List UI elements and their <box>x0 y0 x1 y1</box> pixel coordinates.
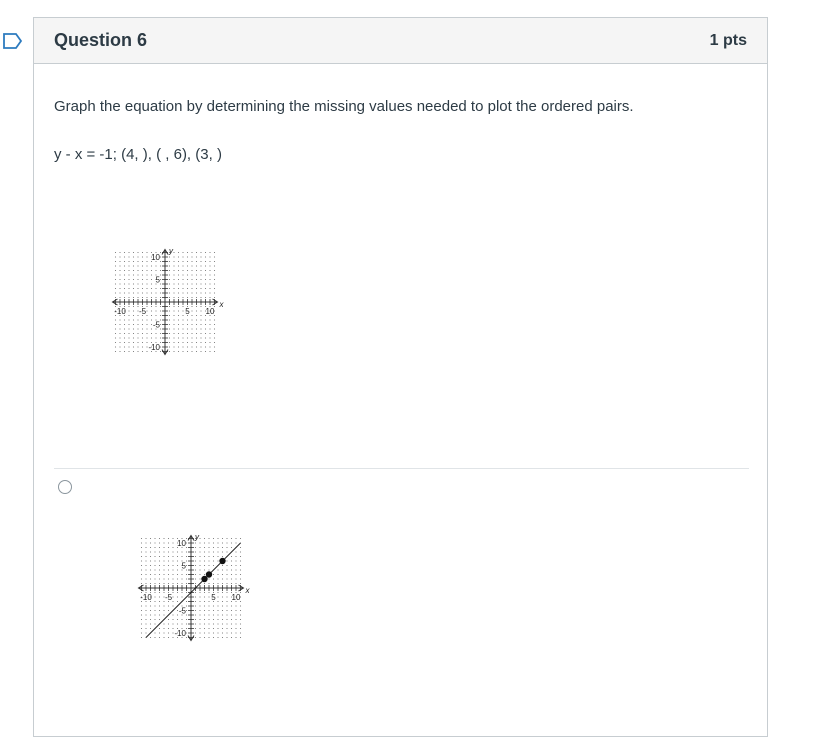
x-tick-label: 10 <box>231 593 241 602</box>
x-tick-label: 5 <box>185 307 190 316</box>
question-equation: y - x = -1; (4, ), ( , 6), (3, ) <box>54 146 222 163</box>
plotted-point <box>206 571 212 577</box>
question-title: Question 6 <box>54 30 148 50</box>
question-points: 1 pts <box>709 31 747 49</box>
answer-option-radio[interactable] <box>58 480 72 494</box>
x-tick-label: -10 <box>140 593 152 602</box>
x-axis-label: x <box>219 300 224 309</box>
x-tick-label: -5 <box>138 307 147 316</box>
equation-line <box>146 543 241 638</box>
y-axis-label: y <box>169 246 173 256</box>
answer-divider <box>54 468 749 469</box>
x-tick-label: 5 <box>211 593 216 602</box>
y-tick-label: -10 <box>148 343 160 352</box>
y-tick-label: 10 <box>151 253 160 262</box>
y-tick-label: -5 <box>178 606 186 616</box>
flag-question-icon[interactable] <box>2 32 24 50</box>
x-axis-label: x <box>245 586 250 595</box>
question-header <box>34 18 767 64</box>
question-card <box>33 17 768 737</box>
x-tick-label: 10 <box>205 307 215 316</box>
x-tick-label: -10 <box>114 307 126 316</box>
y-tick-label: 5 <box>181 561 186 571</box>
y-tick-label: -5 <box>152 320 160 330</box>
question-text: Graph the equation by determining the missing values needed to plot the ordered pairs. <box>54 98 634 115</box>
y-tick-label: 5 <box>155 275 160 285</box>
y-tick-label: 10 <box>177 539 186 548</box>
question-graph <box>52 188 284 418</box>
answer-option-graph[interactable] <box>78 474 310 704</box>
plotted-point <box>219 558 225 564</box>
y-tick-label: -10 <box>174 629 186 638</box>
y-axis-label: y <box>195 532 199 542</box>
x-tick-label: -5 <box>164 593 173 602</box>
